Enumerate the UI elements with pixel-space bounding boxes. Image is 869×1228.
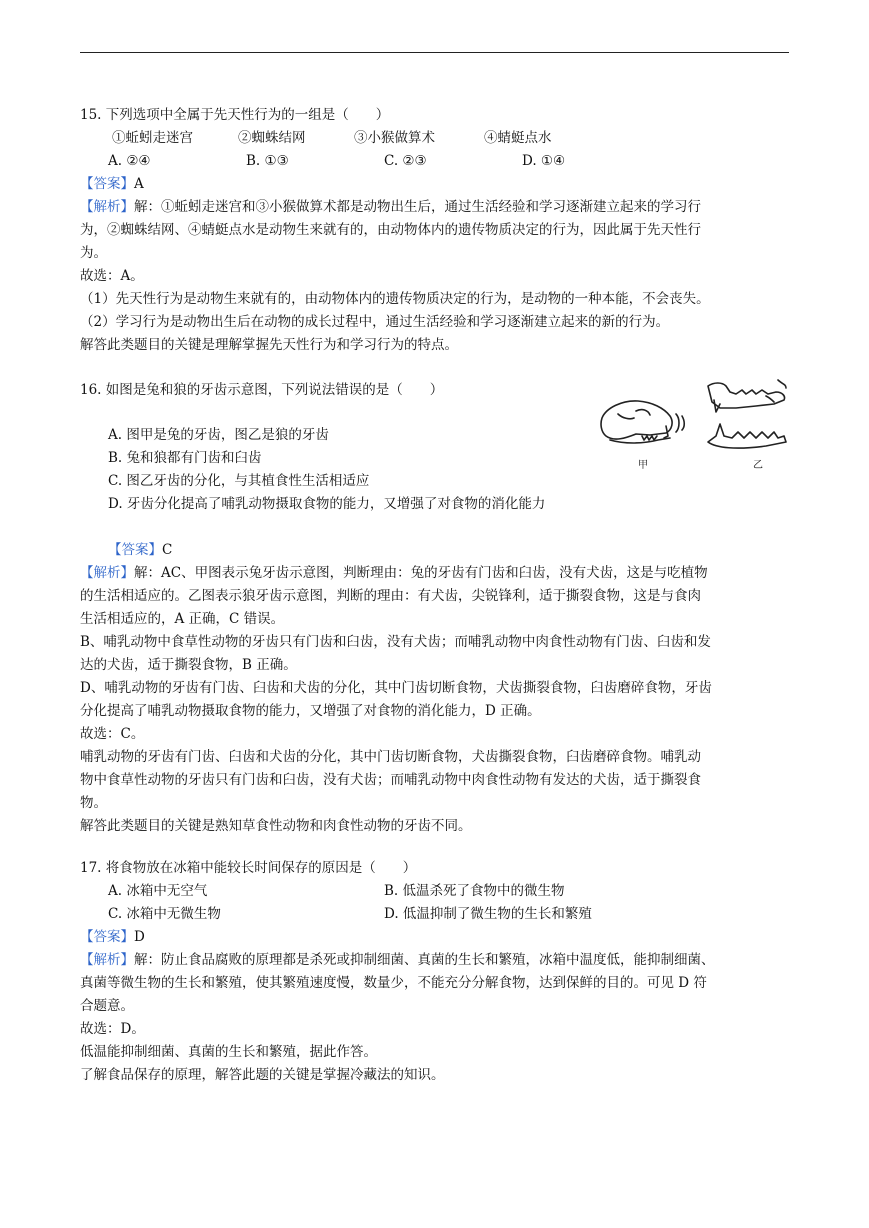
q17-option-d: D. 低温抑制了微生物的生长和繁殖 (384, 906, 592, 922)
q16-option-a: A. 图甲是兔的牙齿，图乙是狼的牙齿 (108, 427, 329, 443)
rabbit-incisor (664, 426, 668, 438)
q17-analysis-line-3: 合题意。 (80, 998, 134, 1014)
q16-analysis-line-7: 分化提高了哺乳动物摄取食物的能力，又增强了对食物的消化能力，D 正确。 (80, 703, 541, 719)
answer-tag: 【答案】 (80, 929, 134, 945)
q15-analysis-line-2: 为，②蜘蛛结网、④蜻蜓点水是动物生来就有的，由动物体内的遗传物质决定的行为，因此属于先天性行 (80, 222, 701, 238)
q15-analysis-line-3: 为。 (80, 245, 107, 261)
q17-analysis-line-6: 了解食品保存的原理，解答此题的关键是掌握冷藏法的知识。 (80, 1067, 445, 1083)
wolf-lower-jaw (708, 424, 786, 448)
header-rule (80, 52, 789, 53)
q15-answer (80, 174, 144, 194)
q16-analysis-line-10: 物中食草性动物的牙齿只有门齿和臼齿，没有犬齿；而哺乳动物中肉食性动物有发达的犬齿，适于撕裂食 (80, 772, 701, 788)
q16-analysis-line-5: 达的犬齿，适于撕裂食物，B 正确。 (80, 657, 297, 673)
wolf-mark (766, 380, 786, 402)
q16-analysis-line-6: D、哺乳动物的牙齿有门齿、臼齿和犬齿的分化，其中门齿切断食物，犬齿撕裂食物，臼齿磨碎食物，牙齿 (80, 680, 712, 696)
q15-analysis-line-1 (80, 197, 701, 217)
q17-analysis-line-1 (80, 950, 715, 970)
q16-analysis-line-2: 的生活相适应的。乙图表示狼牙齿示意图，判断的理由：有犬齿，尖锐锋利，适于撕裂食物，这是与食肉 (80, 588, 701, 604)
q15-extra-1: 故选：A。 (80, 268, 144, 284)
rabbit-skull-detail (618, 410, 650, 419)
q17-analysis-line-2: 真菌等微生物的生长和繁殖，使其繁殖速度慢，数量少，不能充分分解食物，达到保鲜的目的。可见 D 符 (80, 975, 707, 991)
analysis-tag: 【解析】 (80, 565, 134, 581)
q16-stem: 16. 如图是兔和狼的牙齿示意图，下列说法错误的是（ ） (80, 382, 444, 398)
figure-label-jia: 甲 (638, 460, 648, 471)
rabbit-molars (642, 436, 657, 440)
q15-analysis-text-1: 解：①蚯蚓走迷宫和③小猴做算术都是动物出生后，通过生活经验和学习逐渐建立起来的学习行 (134, 199, 701, 215)
q16-analysis-line-4: B、哺乳动物中食草性动物的牙齿只有门齿和臼齿，没有犬齿；而哺乳动物中肉食性动物有门齿、臼齿和发 (80, 634, 711, 650)
q15-option-a: A. ②④ (108, 153, 151, 169)
q15-answer-value: A (134, 176, 144, 192)
rabbit-skull-outline (601, 401, 672, 439)
q15-option-b: B. ①③ (246, 153, 289, 169)
q17-option-a: A. 冰箱中无空气 (108, 883, 208, 899)
q15-option-d: D. ①④ (522, 153, 566, 169)
q15-extra-4: 解答此类题目的关键是理解掌握先天性行为和学习行为的特点。 (80, 337, 458, 353)
q15-option-c: C. ②③ (384, 153, 427, 169)
rabbit-mark (676, 414, 684, 432)
q17-option-c: C. 冰箱中无微生物 (108, 906, 221, 922)
figure-label-yi: 乙 (753, 460, 763, 471)
q17-analysis-line-4: 故选：D。 (80, 1021, 145, 1037)
q17-answer (80, 927, 145, 947)
q16-analysis-line-3: 生活相适应的，A 正确，C 错误。 (80, 611, 285, 627)
answer-tag: 【答案】 (108, 542, 162, 558)
answer-tag: 【答案】 (80, 176, 134, 192)
q16-answer-value: C (162, 542, 173, 558)
q15-extra-3: （2）学习行为是动物出生后在动物的成长过程中，通过生活经验和学习逐渐建立起来的新的行为。 (80, 314, 670, 330)
q15-item-4: ④蜻蜓点水 (484, 130, 552, 146)
q17-analysis-line-5: 低温能抑制细菌、真菌的生长和繁殖，据此作答。 (80, 1044, 377, 1060)
q16-analysis-line-9: 哺乳动物的牙齿有门齿、臼齿和犬齿的分化，其中门齿切断食物，犬齿撕裂食物，臼齿磨碎食物。哺乳动 (80, 749, 701, 765)
q15-item-2: ②蜘蛛结网 (238, 130, 306, 146)
q16-answer (108, 540, 172, 560)
q15-extra-2: （1）先天性行为是动物生来就有的，由动物体内的遗传物质决定的行为，是动物的一种本能，不会丧失。 (80, 291, 710, 307)
q16-analysis-line-11: 物。 (80, 795, 107, 811)
q17-analysis-text-1: 解：防止食品腐败的原理都是杀死或抑制细菌、真菌的生长和繁殖，冰箱中温度低，能抑制细菌、 (134, 952, 715, 968)
q15-item-1: ①蚯蚓走迷宫 (112, 130, 193, 146)
q16-analysis-line-8: 故选：C。 (80, 726, 145, 742)
analysis-tag: 【解析】 (80, 199, 134, 215)
q15-stem: 15. 下列选项中全属于先天性行为的一组是（ ） (80, 107, 390, 123)
q15-item-3: ③小猴做算术 (354, 130, 435, 146)
q17-stem: 17. 将食物放在冰箱中能较长时间保存的原因是（ ） (80, 860, 417, 876)
analysis-tag: 【解析】 (80, 952, 134, 968)
q16-analysis-line-1 (80, 563, 708, 583)
q16-analysis-line-12: 解答此类题目的关键是熟知草食性动物和肉食性动物的牙齿不同。 (80, 818, 472, 834)
q17-option-b: B. 低温杀死了食物中的微生物 (384, 883, 565, 899)
q16-option-d: D. 牙齿分化提高了哺乳动物摄取食物的能力，又增强了对食物的消化能力 (108, 496, 546, 512)
q16-analysis-text-1: 解：AC、甲图表示兔牙齿示意图，判断理由：兔的牙齿有门齿和臼齿，没有犬齿，这是与吃植物 (134, 565, 708, 581)
q17-answer-value: D (134, 929, 145, 945)
q16-option-b: B. 兔和狼都有门齿和臼齿 (108, 450, 262, 466)
q16-option-c: C. 图乙牙齿的分化，与其植食性生活相适应 (108, 473, 370, 489)
